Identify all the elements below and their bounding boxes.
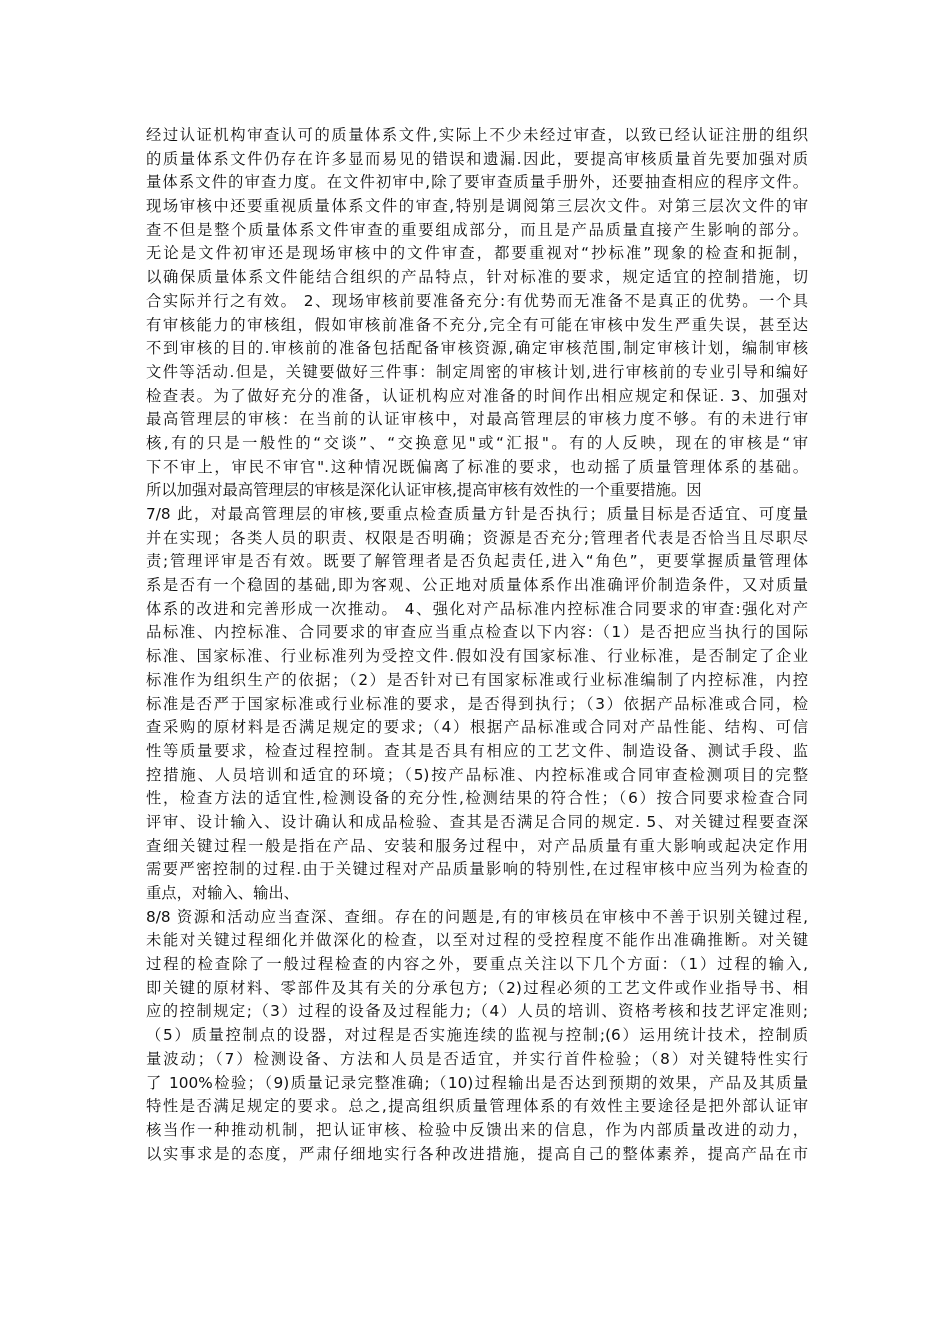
text-line: 查细关键过程一般是指在产品、安装和服务过程中，对产品质量有重大影响或起决定作用 xyxy=(146,836,808,855)
text-line: 查采购的原材料是否满足规定的要求;（4）根据产品标准或合同对产品性能、结构、可信 xyxy=(146,718,808,737)
text-line: 现场审核中还要重视质量体系文件的审查,特别是调阅第三层次文件。对第三层次文件的审 xyxy=(146,197,808,216)
text-line: 核,有的只是一般性的“交谈”、“交换意见"或“汇报"。有的人反映，现在的审核是“审 xyxy=(146,433,808,452)
text-line: 标准是否严于国家标准或行业标准的要求，是否得到执行；（3）依据产品标准或合同，检 xyxy=(146,694,808,713)
text-line: 特性是否满足规定的要求。总之,提高组织质量管理体系的有效性主要途径是把外部认证审 xyxy=(146,1097,808,1116)
text-line: 所以加强对最高管理层的审核是深化认证审核,提高审核有效性的一个重要措施。因 xyxy=(146,481,702,500)
text-line: 责;管理评审是否有效。既要了解管理者是否负起责任,进入“角色”，更要掌握质量管理体 xyxy=(146,552,808,571)
text-line: 量波动；（7）检测设备、方法和人员是否适宜，并实行首件检验；（8）对关键特性实行 xyxy=(146,1049,808,1068)
text-line: 应的控制规定;（3）过程的设备及过程能力;（4）人员的培训、资格考核和技艺评定准则; xyxy=(146,1002,808,1021)
text-line: 标准作为组织生产的依据；（2）是否针对已有国家标准或行业标准编制了内控标准，内控 xyxy=(146,670,808,689)
text-line: 的质量体系文件仍存在许多显而易见的错误和遗漏.因此，要提高审核质量首先要加强对质 xyxy=(146,149,808,168)
text-line: 文件等活动.但是，关键要做好三件事：制定周密的审核计划,进行审核前的专业引导和编好 xyxy=(146,362,808,381)
text-line: 无论是文件初审还是现场审核中的文件审查，都要重视对“抄标准”现象的检查和扼制， xyxy=(146,244,808,263)
text-line: 并在实现；各类人员的职责、权限是否明确；资源是否充分;管理者代表是否恰当且尽职尽 xyxy=(146,528,808,547)
text-line: 经过认证机构审查认可的质量体系文件,实际上不少未经过审查，以致已经认证注册的组织 xyxy=(146,126,808,144)
text-line: 性等质量要求，检查过程控制。查其是否具有相应的工艺文件、制造设备、测试手段、监 xyxy=(146,741,808,760)
text-line: 量体系文件的审查力度。在文件初审中,除了要审查质量手册外，还要抽查相应的程序文件。 xyxy=(146,173,808,192)
text-line: 未能对关键过程细化并做深化的检查，以至对过程的受控程度不能作出准确推断。对关键 xyxy=(146,931,808,950)
text-line: 标准、国家标准、行业标准列为受控文件.假如没有国家标准、行业标准，是否制定了企业 xyxy=(146,647,808,666)
text-line: 有审核能力的审核组，假如审核前准备不充分,完全有可能在审核中发生严重失误，甚至达 xyxy=(146,315,808,334)
text-line: 不到审核的目的.审核前的准备包括配备审核资源,确定审核范围,制定审核计划，编制审核 xyxy=(146,339,808,358)
text-line: 了 100%检验；（9)质量记录完整准确;（10)过程输出是否达到预期的效果，产品及其质量 xyxy=(146,1073,808,1092)
text-line: （5）质量控制点的设器，对过程是否实施连续的监视与控制;(6）运用统计技术，控制质 xyxy=(146,1026,808,1045)
text-line: 以确保质量体系文件能结合组织的产品特点，针对标准的要求，规定适宜的控制措施，切 xyxy=(146,268,808,287)
text-line: 过程的检查除了一般过程检查的内容之外，要重点关注以下几个方面：（1）过程的输入, xyxy=(146,955,808,974)
text-line: 系是否有一个稳固的基础,即为客观、公正地对质量体系作出准确评价制造条件，又对质量 xyxy=(146,576,808,595)
text-line: 需要严密控制的过程.由于关键过程对产品质量影响的特别性,在过程审核中应当列为检查的 xyxy=(146,860,808,879)
text-line: 重点，对输入、输出、 xyxy=(146,884,299,902)
text-line: 最高管理层的审核：在当前的认证审核中，对最高管理层的审核力度不够。有的未进行审 xyxy=(146,410,808,429)
text-line: 下不审上，审民不审官".这种情况既偏离了标准的要求，也动摇了质量管理体系的基础。 xyxy=(146,457,808,476)
text-line: 以实事求是的态度，严肃仔细地实行各种改进措施，提高自己的整体素养，提高产品在市 xyxy=(146,1144,808,1163)
text-line: 8/8 资源和活动应当查深、查细。存在的问题是,有的审核员在审核中不善于识别关键过程, xyxy=(146,907,808,926)
text-line: 检查表。为了做好充分的准备，认证机构应对准备的时间作出相应规定和保证. 3、加强对 xyxy=(146,386,808,405)
text-line: 控措施、人员培训和适宜的环境；（5)按产品标准、内控标准或合同审查检测项目的完整 xyxy=(146,765,808,784)
text-line: 7/8 此，对最高管理层的审核,要重点检查质量方针是否执行；质量目标是否适宜、可度量 xyxy=(146,505,808,523)
text-line: 评审、设计输入、设计确认和成品检验、查其是否满足合同的规定. 5、对关键过程要查深 xyxy=(146,812,808,831)
text-line: 性，检查方法的适宜性,检测设备的充分性,检测结果的符合性；（6）按合同要求检查合同 xyxy=(146,789,808,808)
text-line: 品标准、内控标准、合同要求的审查应当重点检查以下内容:（1）是否把应当执行的国际 xyxy=(146,623,808,642)
text-line: 即关键的原材料、零部件及其有关的分承包方;（2)过程必须的工艺文件或作业指导书、相 xyxy=(146,978,808,997)
text-line: 体系的改进和完善形成一次推动。 4、强化对产品标准内控标准合同要求的审查:强化对产 xyxy=(146,599,808,618)
text-line: 查不但是整个质量体系文件审查的重要组成部分，而且是产品质量直接产生影响的部分。 xyxy=(146,220,808,239)
text-line: 合实际并行之有效。 2、现场审核前要准备充分:有优势而无准备不是真正的优势。一个具 xyxy=(146,291,808,310)
document-body xyxy=(146,124,808,1166)
text-line: 核当作一种推动机制，把认证审核、检验中反馈出来的信息，作为内部质量改进的动力， xyxy=(146,1120,808,1139)
